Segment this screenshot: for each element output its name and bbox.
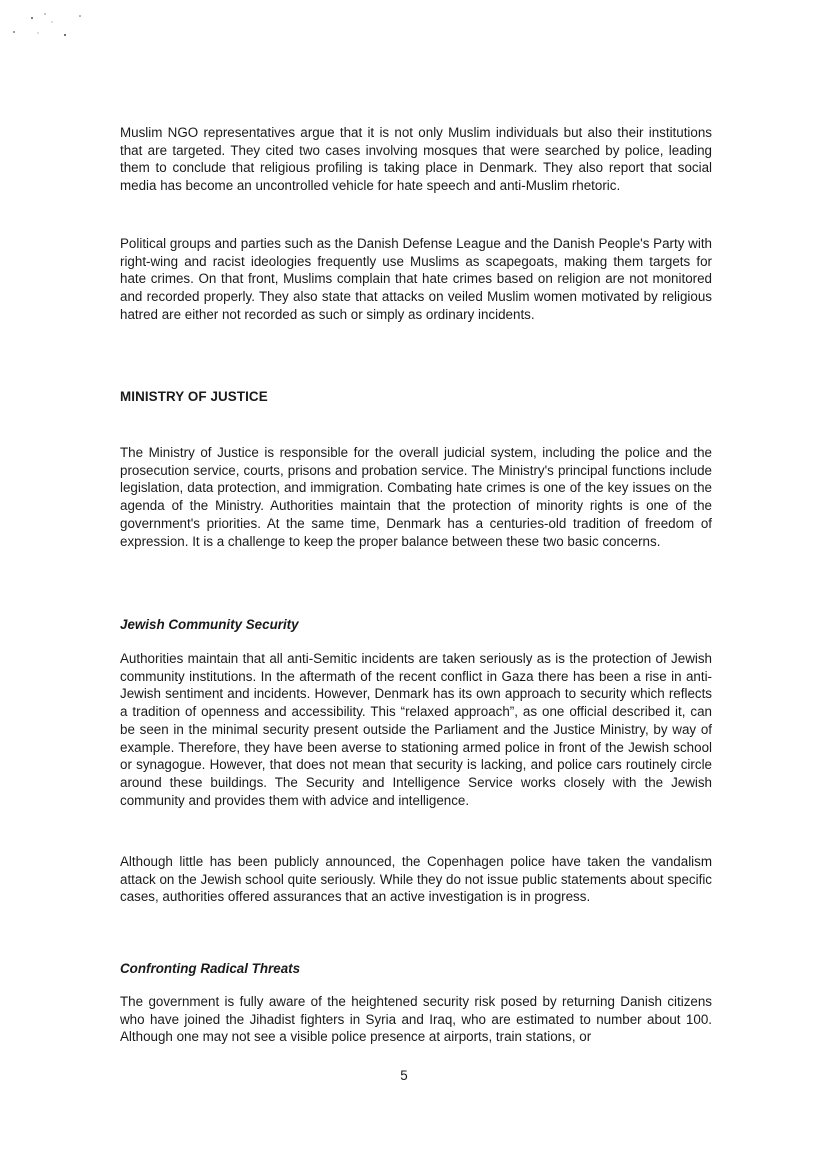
paragraph-ministry-intro: The Ministry of Justice is responsible for the overall judicial system, including the police and the prosecution service, courts, prisons and probation service. The Ministry's principal functions include legislation, data protection, and immigration. Combating hate crimes is one of the key issues on the agenda of the Ministry. Authorities maintain that the protection of minority rights is one of the government's priorities. At the same time, Denmark has a centuries-old tradition of freedom of expression. It is a challenge to keep the proper balance between these two basic concerns. <box>120 445 712 549</box>
paragraph-political-groups: Political groups and parties such as the Danish Defense League and the Danish People's Party with right-wing and racist ideologies frequently use Muslims as scapegoats, making them targets for hate crimes. On that front, Muslims complain that hate crimes based on religion are not monitored and recorded properly. They also state that attacks on veiled Muslim women motivated by religious hatred are either not recorded as such or simply as ordinary incidents. <box>120 236 712 322</box>
paragraph-muslim-ngo: Muslim NGO representatives argue that it is not only Muslim individuals but also their institutions that are targeted. They cited two cases involving mosques that were searched by police, leading them to conclude that religious profiling is taking place in Denmark. They also report that social media has become an uncontrolled vehicle for hate speech and anti-Muslim rhetoric. <box>120 125 712 194</box>
heading-jewish-community-security: Jewish Community Security <box>120 617 299 632</box>
page-number: 5 <box>400 1068 408 1083</box>
scan-specks <box>0 0 120 50</box>
paragraph-jewish-security-1: Authorities maintain that all anti-Semitic incidents are taken seriously as is the protection of Jewish community institutions. In the aftermath of the recent conflict in Gaza there has been a rise in anti-Jewish sentiment and incidents. However, Denmark has its own approach to security which reflects a tradition of openness and accessibility. This “relaxed approach”, as one official described it, can be seen in the minimal security present outside the Parliament and the Justice Ministry, by way of example. Therefore, they have been averse to stationing armed police in front of the Jewish school or synagogue. However, that does not mean that security is lacking, and police cars routinely circle around these buildings. The Security and Intelligence Service works closely with the Jewish community and provides them with advice and intelligence. <box>120 651 712 808</box>
paragraph-radical-threats: The government is fully aware of the heightened security risk posed by returning Danish citizens who have joined the Jihadist fighters in Syria and Iraq, who are estimated to number about 100. Although one may not see a visible police presence at airports, train stations, or <box>120 994 712 1045</box>
heading-confronting-radical-threats: Confronting Radical Threats <box>120 961 301 976</box>
paragraph-jewish-security-2: Although little has been publicly announced, the Copenhagen police have taken the vandalism attack on the Jewish school quite seriously. While they do not issue public statements about specific cases, authorities offered assurances that an active investigation is in progress. <box>120 854 712 905</box>
heading-ministry-of-justice: MINISTRY OF JUSTICE <box>120 389 268 404</box>
